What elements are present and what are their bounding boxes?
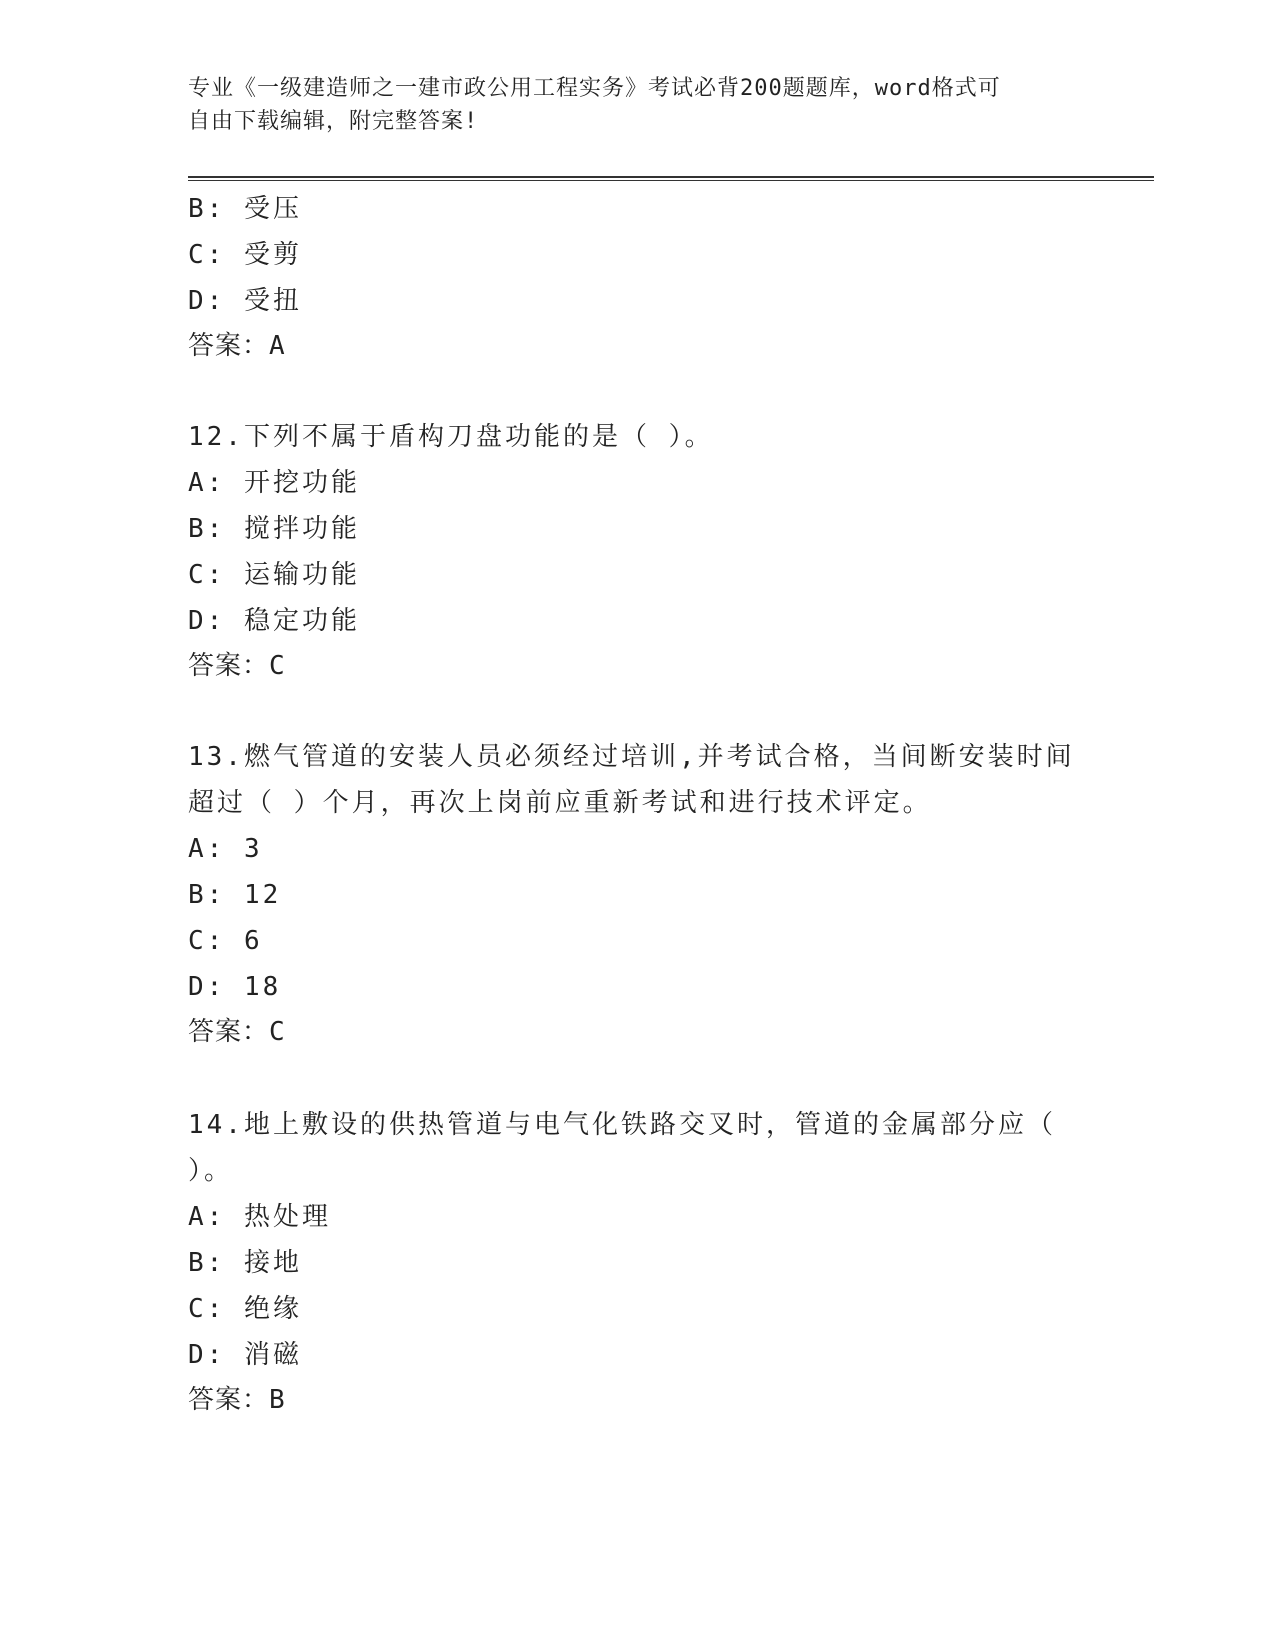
q14-option-b: B: 接地 [188,1248,302,1278]
q13-option-a: A: 3 [188,834,263,864]
q14-option-a: A: 热处理 [188,1202,331,1232]
q13-question-line-1: 13.燃气管道的安装人员必须经过培训,并考试合格，当间断安装时间 [188,742,1075,772]
q14-option-d: D: 消磁 [188,1340,302,1370]
q14-answer: 答案：B [188,1385,286,1415]
q13-option-d: D: 18 [188,972,282,1002]
header-title-line-1: 专业《一级建造师之一建市政公用工程实务》考试必背200题题库，word格式可 [188,76,1001,101]
q12-question: 12.下列不属于盾构刀盘功能的是（ ）。 [188,422,714,452]
q13-option-b: B: 12 [188,880,282,910]
q13-answer: 答案：C [188,1017,286,1047]
q12-answer: 答案：C [188,651,286,681]
header-title-line-2: 自由下载编辑，附完整答案! [188,109,479,134]
q12-option-b: B: 搅拌功能 [188,514,360,544]
q12-option-a: A: 开挖功能 [188,468,360,498]
header-divider-thin [188,180,1154,181]
header-divider-thick [188,176,1154,178]
q13-option-c: C: 6 [188,926,263,956]
q14-option-c: C: 绝缘 [188,1294,302,1324]
document-header [188,72,1068,138]
q14-question-line-1: 14.地上敷设的供热管道与电气化铁路交叉时，管道的金属部分应（ [188,1110,1056,1140]
q11-answer: 答案：A [188,331,286,361]
q14-question-line-2: ）。 [188,1156,234,1186]
q12-option-d: D: 稳定功能 [188,606,360,636]
q11-option-d: D: 受扭 [188,286,302,316]
q13-question-line-2: 超过（ ）个月，再次上岗前应重新考试和进行技术评定。 [188,788,932,818]
q12-option-c: C: 运输功能 [188,560,360,590]
q11-option-b: B: 受压 [188,194,302,224]
q11-option-c: C: 受剪 [188,240,302,270]
